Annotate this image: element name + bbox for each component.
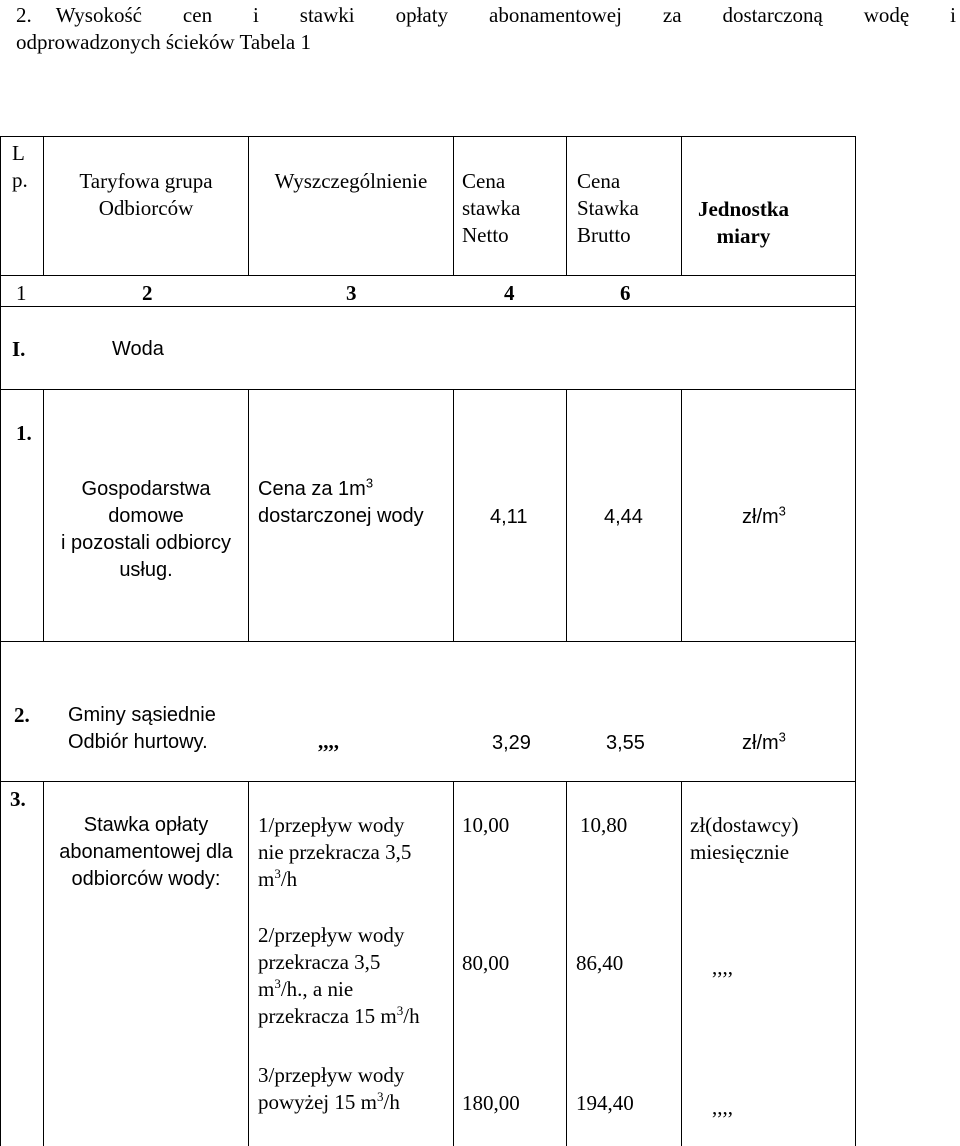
header-lp: L p. bbox=[12, 141, 28, 192]
row1-specification: Cena za $1m^3$ dostarczonej wody bbox=[258, 475, 424, 527]
row3-item3-specification: 3/przepływ wody powyżej 15 $m^3/h$ bbox=[258, 1063, 405, 1114]
heading-number: 2. bbox=[16, 3, 32, 27]
row2-specification: ,,,, bbox=[318, 729, 339, 753]
heading-line2: odprowadzonych ścieków Tabela 1 bbox=[16, 30, 311, 54]
table-col-line bbox=[681, 389, 682, 641]
row3-item2-net-price: 80,00 bbox=[462, 951, 510, 975]
document-heading bbox=[16, 2, 956, 56]
row1-unit: $zł/m^3$ bbox=[742, 503, 786, 528]
row3-customer-group: Stawka opłaty abonamentowej dla odbiorców wody: bbox=[59, 814, 233, 890]
row3-number: 3. bbox=[10, 787, 26, 811]
row2-customer-group: Gminy sąsiednie Odbiór hurtowy. bbox=[68, 704, 216, 753]
row1-number: 1. bbox=[16, 421, 32, 445]
row2-net-price: 3,29 bbox=[492, 732, 531, 754]
column-number: 4 bbox=[504, 281, 515, 305]
table-rule bbox=[0, 306, 856, 307]
row3-item1-gross-price: 10,80 bbox=[580, 813, 628, 837]
table-col-line bbox=[566, 781, 567, 1146]
row2-unit: $zł/m^3$ bbox=[742, 729, 786, 754]
row3-item1-specification: 1/przepływ wody nie przekracza 3,5 $m^3/h$ bbox=[258, 813, 412, 891]
row3-item2-specification: 2/przepływ wody przekracza 3,5 $m^3/h$., a nie przekracza 15 $m^3/h$ bbox=[258, 923, 420, 1028]
row1-customer-group: Gospodarstwa domowe i pozostali odbiorcy usług. bbox=[60, 478, 232, 581]
column-number: 1 bbox=[16, 281, 27, 305]
section-name: Woda bbox=[112, 338, 164, 360]
table-col-line bbox=[566, 389, 567, 641]
table-col-line bbox=[681, 781, 682, 1146]
column-number: 6 bbox=[620, 281, 631, 305]
table-col-line bbox=[248, 136, 249, 275]
row1-gross-price: 4,44 bbox=[604, 506, 643, 528]
header-customer-group: Taryfowa grupa Odbiorców bbox=[79, 169, 213, 220]
table-col-line bbox=[453, 136, 454, 275]
table-rule bbox=[0, 641, 856, 642]
row3-item1-net-price: 10,00 bbox=[462, 813, 510, 837]
heading-line1: Wysokość cen i stawki opłaty abonamentowej za dostarczoną wodę i bbox=[55, 3, 956, 27]
table-rule bbox=[0, 781, 856, 782]
header-specification: Wyszczególnienie bbox=[274, 169, 428, 193]
row2-gross-price: 3,55 bbox=[606, 732, 645, 754]
row3-item2-unit: ,,,, bbox=[712, 955, 733, 979]
header-net-price: Cena stawka Netto bbox=[462, 169, 521, 247]
column-number: 3 bbox=[346, 281, 357, 305]
table-border-top bbox=[0, 136, 856, 137]
table-col-line bbox=[566, 136, 567, 275]
row2-number: 2. bbox=[14, 703, 30, 727]
header-unit: Jednostka miary bbox=[697, 197, 790, 248]
row3-item1-unit: zł(dostawcy) miesięcznie bbox=[690, 813, 799, 864]
row1-net-price: 4,11 bbox=[490, 506, 528, 528]
table-col-line bbox=[453, 781, 454, 1146]
table-col-line bbox=[248, 389, 249, 641]
column-number: 2 bbox=[142, 281, 153, 305]
row3-item3-gross-price: 194,40 bbox=[576, 1091, 634, 1115]
table-border-left bbox=[0, 136, 1, 1146]
section-number: I. bbox=[12, 337, 26, 361]
row3-item2-gross-price: 86,40 bbox=[576, 951, 624, 975]
row3-item3-unit: ,,,, bbox=[712, 1095, 733, 1119]
table-col-line bbox=[453, 389, 454, 641]
row3-item3-net-price: 180,00 bbox=[462, 1091, 520, 1115]
table-rule bbox=[0, 389, 856, 390]
header-gross-price: Cena Stawka Brutto bbox=[577, 169, 639, 247]
table-col-line bbox=[248, 781, 249, 1146]
table-border-right bbox=[855, 136, 856, 1146]
table-rule bbox=[0, 275, 856, 276]
